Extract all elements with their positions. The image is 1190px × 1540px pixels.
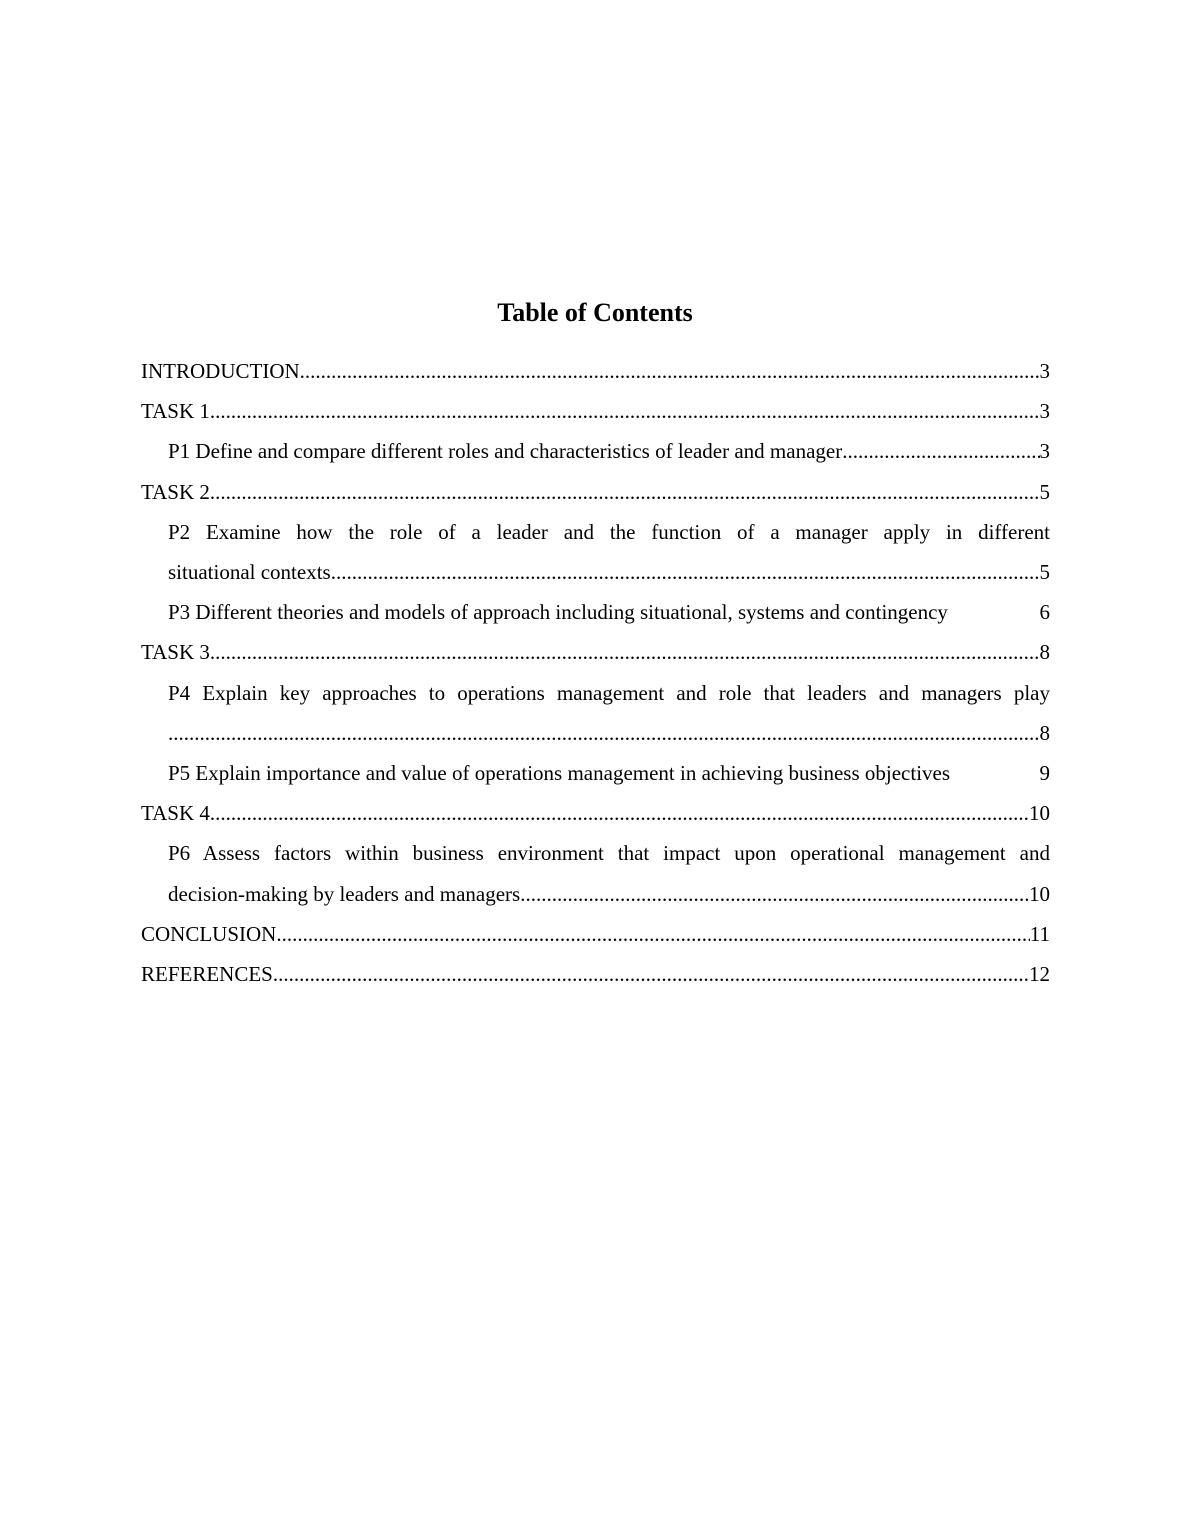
toc-entry-label: CONCLUSION — [141, 921, 277, 946]
toc-entry-task-3[interactable] — [141, 632, 1050, 672]
toc-page-number: 8 — [1039, 720, 1050, 745]
toc-entry-label: TASK 2 — [141, 479, 210, 504]
toc-page-number: 3 — [1039, 399, 1050, 424]
toc-entry-label: P1 Define and compare different roles and characteristics of leader and manager — [168, 439, 843, 464]
dot-leader — [210, 793, 1029, 833]
toc-entry-label: INTRODUCTION — [141, 359, 300, 383]
toc-entry-task-1[interactable] — [141, 391, 1050, 431]
dot-leader — [168, 713, 1040, 753]
dot-leader — [331, 552, 1040, 592]
toc-entry-task-2[interactable] — [141, 472, 1050, 512]
toc-entry-p3[interactable] — [141, 592, 1050, 632]
toc-entry-references[interactable] — [141, 954, 1050, 994]
toc-page-number: 3 — [1039, 359, 1050, 383]
toc-title: Table of Contents — [497, 298, 693, 327]
toc-page-number: 3 — [1039, 439, 1050, 464]
toc-entry-label: decision-making by leaders and managers — [168, 881, 521, 906]
toc-entry-introduction[interactable] — [141, 351, 1050, 391]
toc-entry-label: P5 Explain importance and value of operations management in achieving business objectives — [168, 761, 951, 786]
dot-leader — [210, 472, 1040, 512]
toc-entry-continuation — [168, 874, 1050, 914]
toc-entry-label: P3 Different theories and models of approach including situational, systems and contingency — [168, 600, 948, 625]
dot-leader — [276, 914, 1029, 954]
dot-leader — [842, 431, 1039, 471]
toc-entry-label: TASK 3 — [141, 640, 210, 665]
toc-entry-continuation — [168, 552, 1050, 592]
toc-page-number: 12 — [1029, 962, 1050, 987]
dot-leader — [273, 954, 1029, 994]
toc-page-number: 9 — [1039, 761, 1050, 786]
toc-page-number: 6 — [1039, 600, 1050, 625]
toc-page-number: 5 — [1039, 479, 1050, 504]
toc-entry-label: situational contexts — [168, 560, 331, 585]
toc-page-number: 10 — [1029, 801, 1050, 826]
toc-entry-label: TASK 1 — [141, 399, 210, 424]
toc-page-number: 5 — [1039, 560, 1050, 585]
toc-entry-task-4[interactable] — [141, 793, 1050, 833]
toc-entry-label-line1: P6 Assess factors within business environment that impact upon operational management and — [168, 841, 1050, 866]
toc-page-number: 10 — [1029, 881, 1050, 906]
toc-entry-label-line1: P4 Explain key approaches to operations management and role that leaders and managers play — [168, 680, 1050, 705]
toc-entry-conclusion[interactable] — [141, 914, 1050, 954]
dot-leader — [520, 874, 1029, 914]
dot-leader — [300, 351, 1040, 391]
toc-entry-label: REFERENCES — [141, 962, 273, 987]
toc-entry-label-line1: P2 Examine how the role of a leader and the function of a manager apply in different — [168, 519, 1050, 544]
dot-leader — [210, 632, 1040, 672]
toc-page-number: 11 — [1029, 921, 1050, 946]
toc-entry-label: TASK 4 — [141, 801, 210, 826]
toc-entry-p5[interactable] — [141, 753, 1050, 793]
toc-entry-p1[interactable] — [141, 431, 1050, 471]
toc-page-number: 8 — [1039, 640, 1050, 665]
toc-entry-p2[interactable] — [141, 512, 1050, 592]
toc-entry-continuation — [168, 713, 1050, 753]
dot-leader — [210, 391, 1040, 431]
toc-entry-p6[interactable] — [141, 833, 1050, 913]
toc-entry-p4[interactable] — [141, 673, 1050, 753]
table-of-contents — [141, 351, 1050, 994]
